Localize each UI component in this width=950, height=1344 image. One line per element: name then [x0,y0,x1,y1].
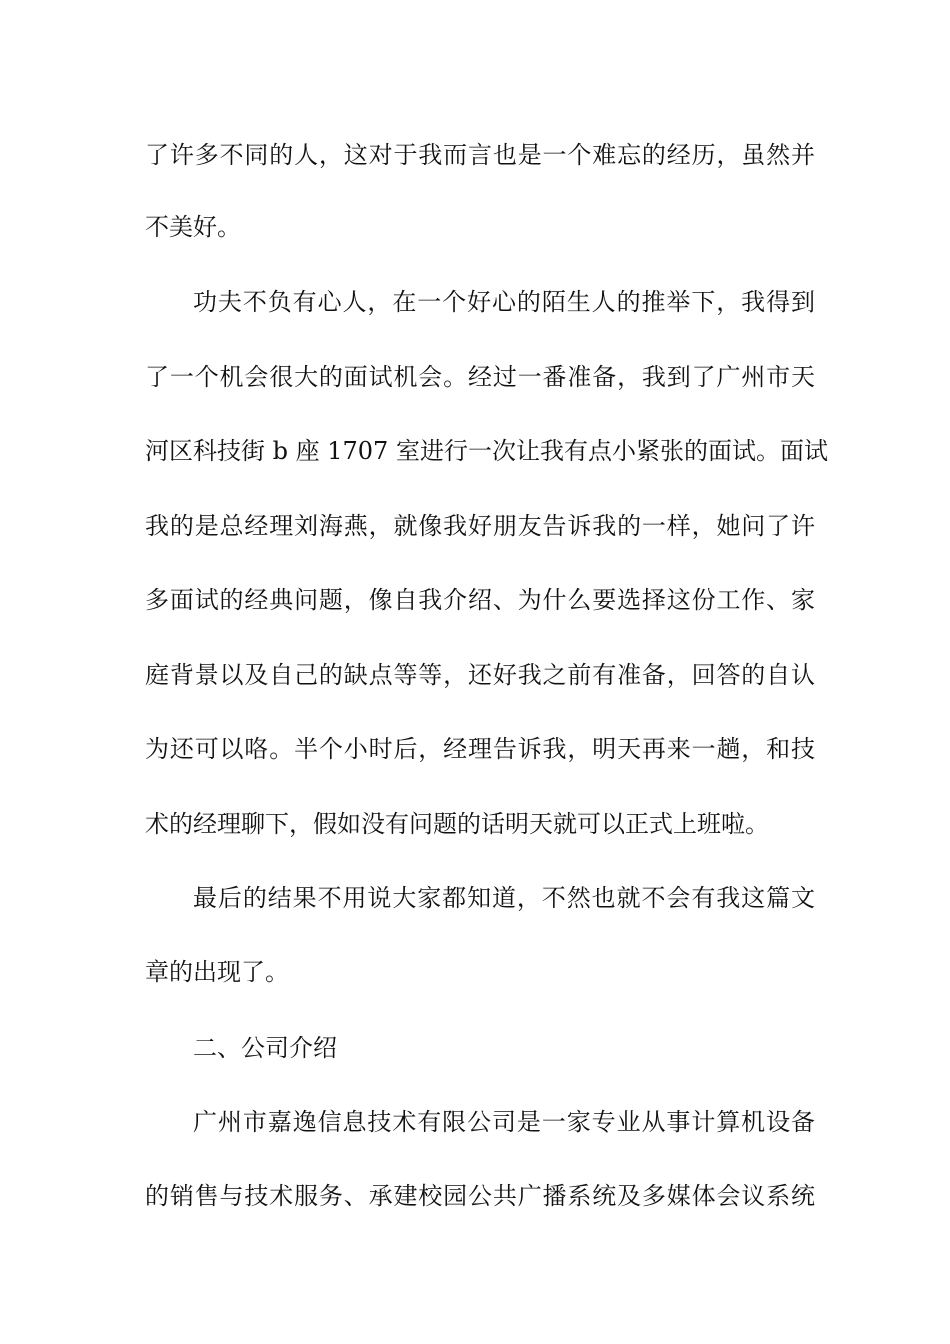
text-line: 了许多不同的人，这对于我而言也是一个难忘的经历，虽然并 [145,141,815,169]
paragraph-first-line: 最后的结果不用说大家都知道，不然也就不会有我这篇文 [193,884,815,912]
paragraph-first-line: 功夫不负有心人，在一个好心的陌生人的推举下，我得到 [193,288,815,316]
text-line: 庭背景以及自己的缺点等等，还好我之前有准备，回答的自认 [145,661,815,689]
text-line: 术的经理聊下，假如没有问题的话明天就可以正式上班啦。 [145,810,769,838]
text-line: 不美好。 [145,213,241,241]
text-line: 多面试的经典问题，像自我介绍、为什么要选择这份工作、家 [145,586,815,614]
text-line: 河区科技街 b 座 1707 室进行一次让我有点小紧张的面试。面试 [145,437,828,465]
text-line: 了一个机会很大的面试机会。经过一番准备，我到了广州市天 [145,363,815,391]
text-line: 为还可以咯。半个小时后，经理告诉我，明天再来一趟，和技 [145,735,815,763]
text-line: 章的出现了。 [145,958,289,986]
paragraph-first-line: 广州市嘉逸信息技术有限公司是一家专业从事计算机设备 [193,1108,815,1136]
text-line: 我的是总经理刘海燕，就像我好朋友告诉我的一样，她问了许 [145,512,815,540]
section-heading: 二、公司介绍 [193,1034,337,1062]
text-line: 的销售与技术服务、承建校园公共广播系统及多媒体会议系统 [145,1182,815,1210]
